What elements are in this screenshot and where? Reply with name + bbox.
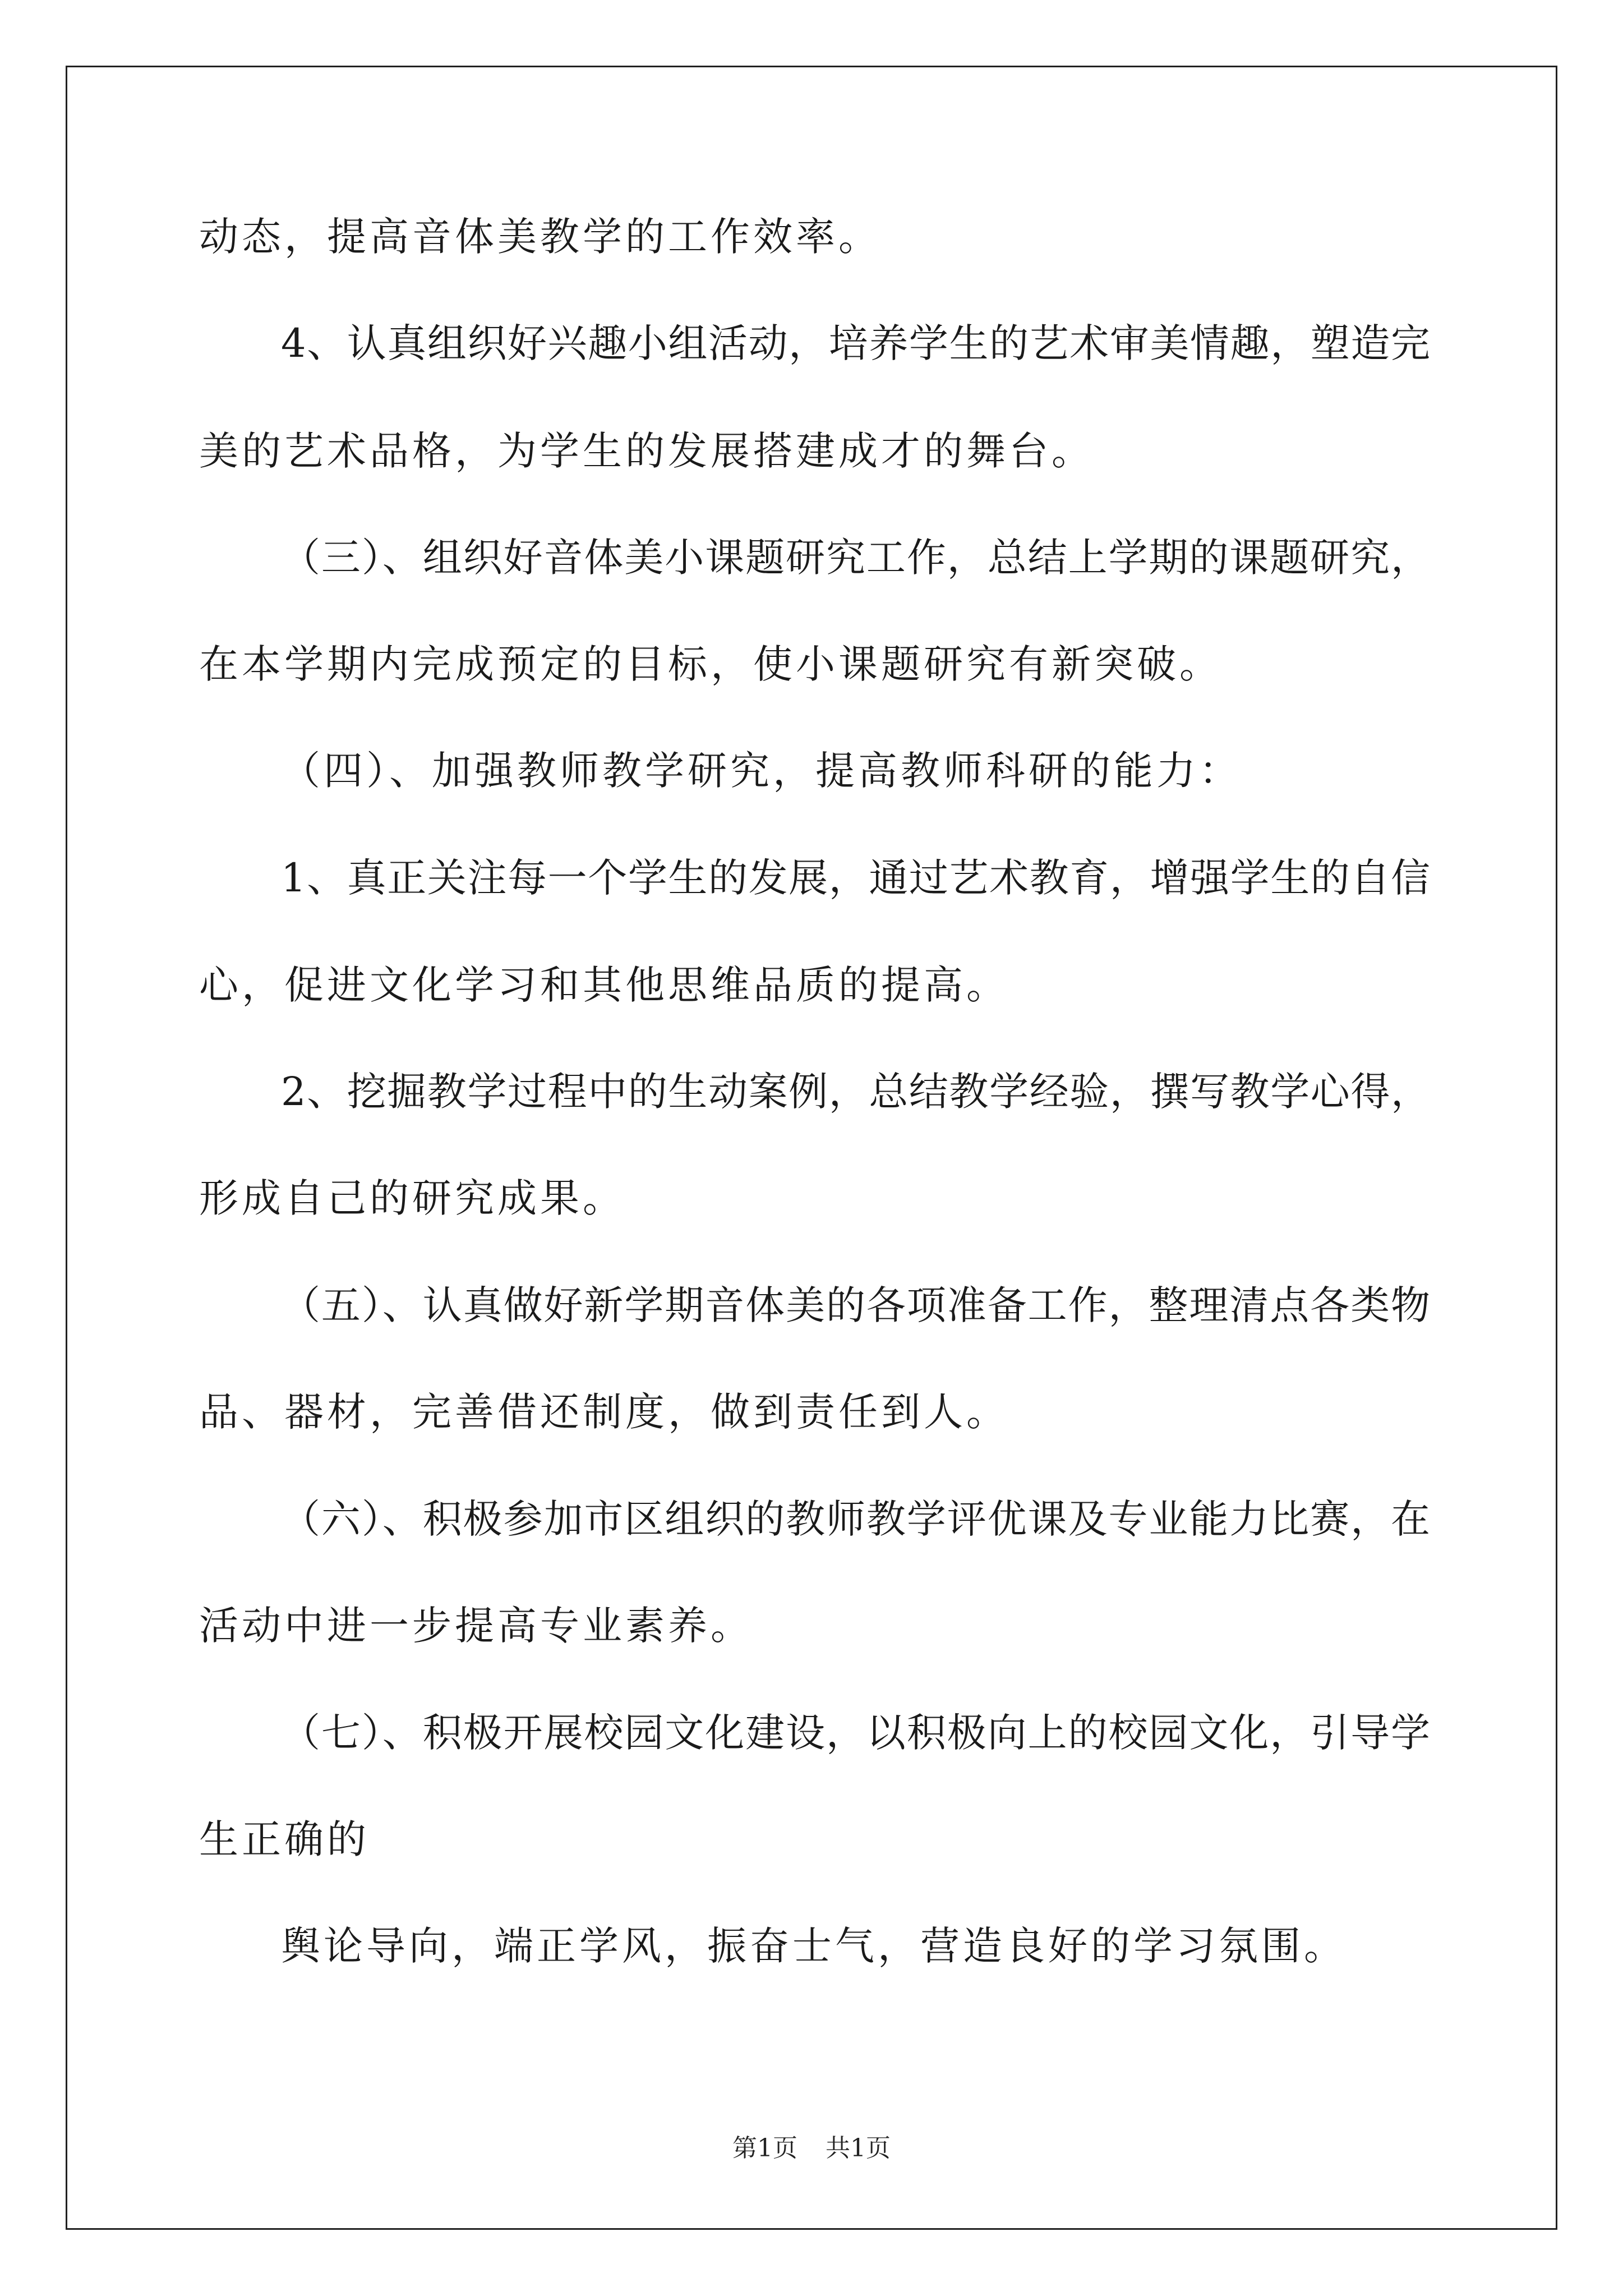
text-line: （三）、组织好音体美小课题研究工作，总结上学期的课题研究， (281, 535, 1430, 581)
text-line: 舆论导向，端正学风，振奋士气，营造良好的学习氛围。 (281, 1923, 1347, 1969)
text-line: （六）、积极参加市区组织的教师教学评优课及专业能力比赛，在 (281, 1496, 1430, 1542)
text-line: （七）、积极开展校园文化建设，以积极向上的校园文化，引导学 (281, 1710, 1430, 1756)
text-line: 动态，提高音体美教学的工作效率。 (199, 214, 881, 260)
text-line: 生正确的 (199, 1816, 370, 1862)
text-line: 2、挖掘教学过程中的生动案例，总结教学经验，撰写教学心得， (281, 1069, 1430, 1115)
text-line: （四）、加强教师教学研究，提高教师科研的能力： (281, 748, 1242, 794)
text-line: 形成自己的研究成果。 (199, 1175, 625, 1221)
page-number: 第1页 (732, 2134, 797, 2162)
text-line: （五）、认真做好新学期音体美的各项准备工作，整理清点各类物 (281, 1282, 1430, 1328)
page-border (66, 66, 1557, 2230)
text-line: 美的艺术品格，为学生的发展搭建成才的舞台。 (199, 428, 1094, 474)
text-line: 心，促进文化学习和其他思维品质的提高。 (199, 962, 1009, 1008)
page-footer (0, 2132, 1623, 2165)
text-line: 品、器材，完善借还制度，做到责任到人。 (199, 1389, 1009, 1435)
text-line: 活动中进一步提高专业素养。 (199, 1603, 753, 1649)
text-line: 在本学期内完成预定的目标，使小课题研究有新突破。 (199, 641, 1222, 687)
text-line: 1、真正关注每一个学生的发展，通过艺术教育，增强学生的自信 (281, 855, 1430, 901)
page-total: 共1页 (826, 2134, 891, 2162)
text-line: 4、认真组织好兴趣小组活动，培养学生的艺术审美情趣，塑造完 (281, 320, 1430, 366)
